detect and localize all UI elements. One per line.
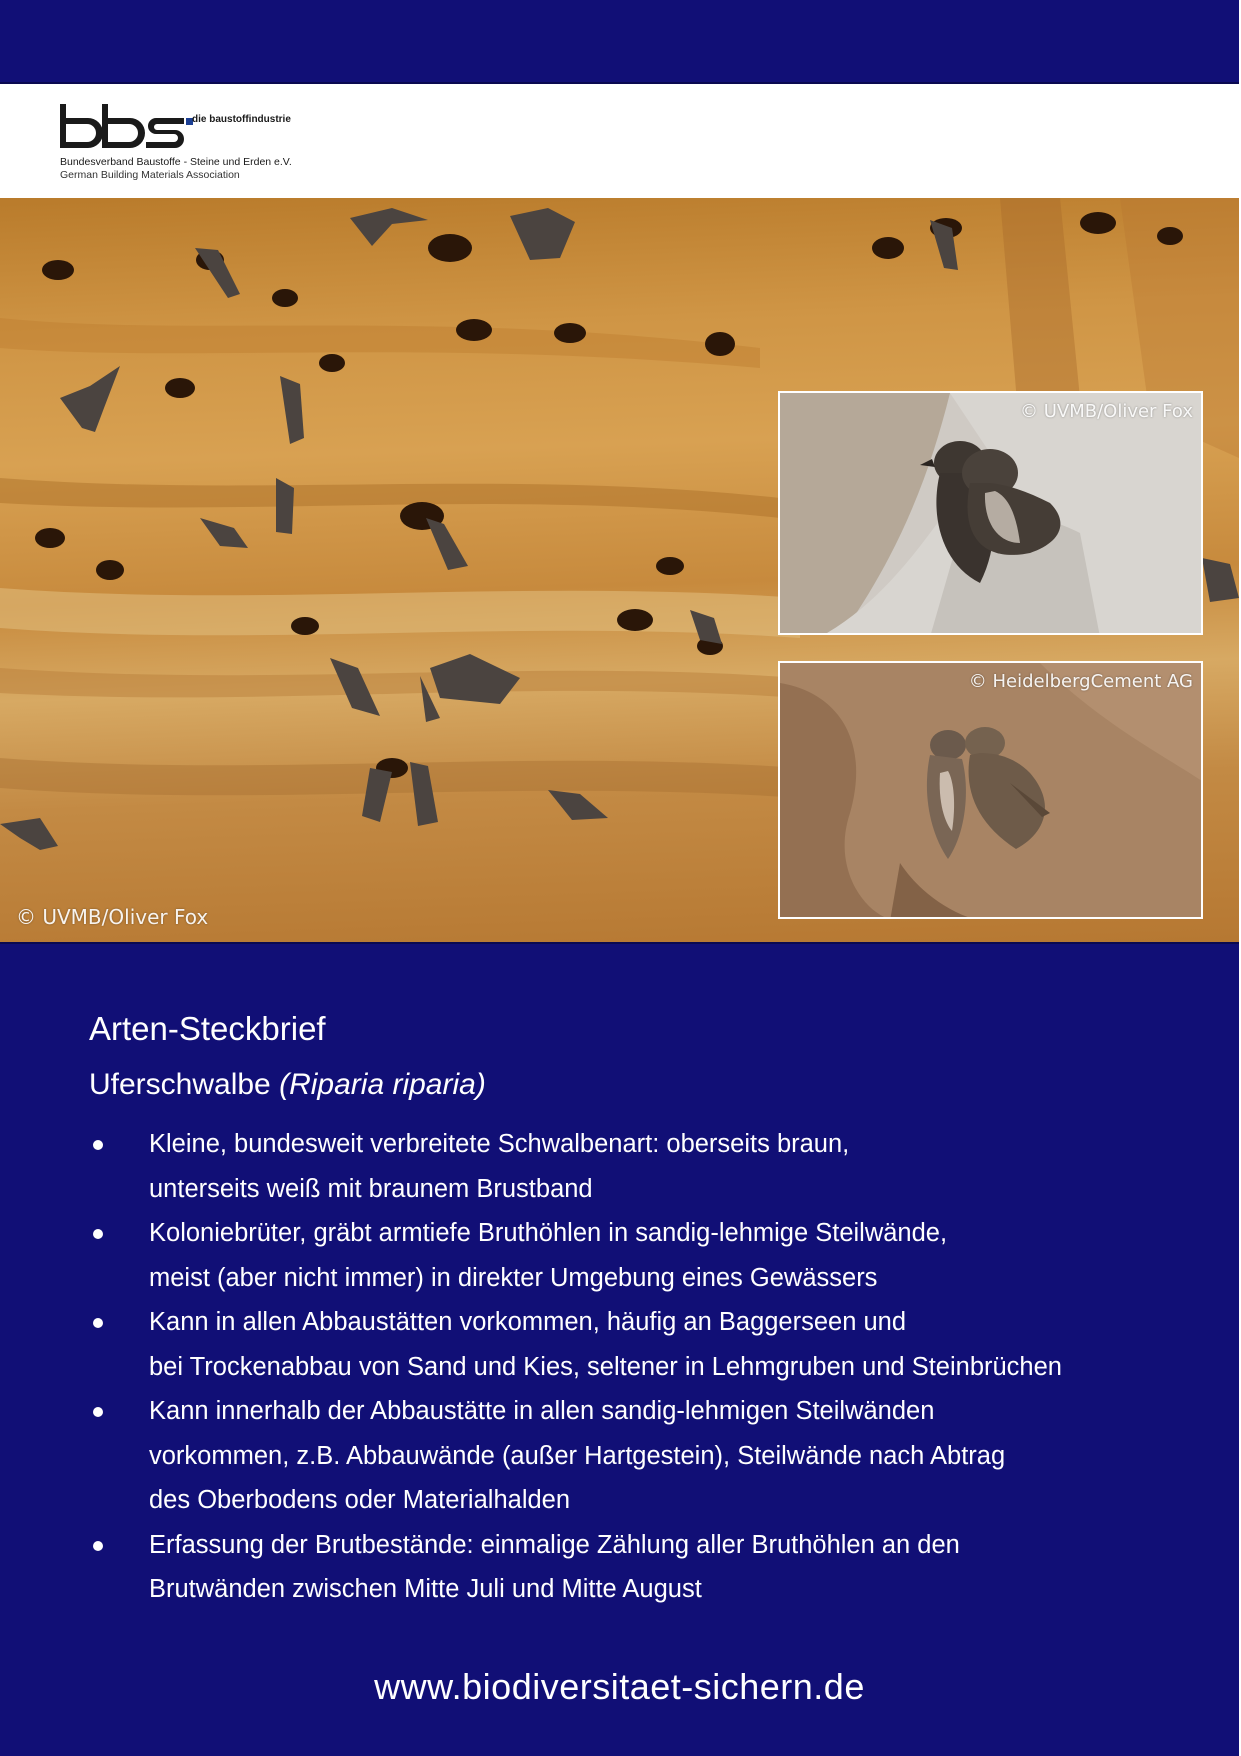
bbs-logo: [58, 104, 328, 184]
bullet-icon: [93, 1140, 103, 1150]
main-photo-sand-martin-colony: [0, 198, 1239, 942]
species-latin-name: (Riparia riparia): [279, 1068, 486, 1101]
logo-org-name-de: Bundesverband Baustoffe - Steine und Erden e.V.: [60, 156, 292, 168]
list-item-line: Brutwänden zwischen Mitte Juli und Mitte August: [149, 1575, 702, 1603]
bullet-icon: [93, 1229, 103, 1239]
inset-top-illustration: [780, 393, 1203, 635]
bullet-icon: [93, 1541, 103, 1551]
species-name: [89, 1068, 486, 1102]
list-item: [89, 1523, 1209, 1612]
list-item-line: Koloniebrüter, gräbt armtiefe Bruthöhlen in sandig-lehmige Steilwände,: [149, 1219, 948, 1247]
website-link[interactable]: www.biodiversitaet-sichern.de: [374, 1666, 865, 1707]
inset-photo-young-swallows: [778, 661, 1203, 919]
bullet-icon: [93, 1318, 103, 1328]
inset-bottom-credit: © HeidelbergCement AG: [968, 671, 1193, 692]
main-photo-credit: © UVMB/Oliver Fox: [16, 905, 209, 929]
list-item-line: des Oberbodens oder Materialhalden: [149, 1486, 571, 1514]
logo-org-name-en: German Building Materials Association: [60, 169, 240, 181]
list-item: [89, 1300, 1209, 1389]
inset-photo-two-swallows: [778, 391, 1203, 635]
list-item-line: meist (aber nicht immer) in direkter Umgebung eines Gewässers: [149, 1263, 878, 1292]
list-item-line: Kann innerhalb der Abbaustätte in allen sandig-lehmigen Steilwänden: [149, 1397, 935, 1425]
list-item-line: Kleine, bundesweit verbreitete Schwalbenart: oberseits braun,: [149, 1130, 850, 1158]
bbs-logo-mark: [58, 104, 198, 152]
list-item-line: Erfassung der Brutbestände: einmalige Zählung aller Bruthöhlen an den: [149, 1530, 960, 1559]
species-common-name: Uferschwalbe: [89, 1068, 271, 1101]
list-item-line: bei Trockenabbau von Sand und Kies, seltener in Lehmgruben und Steinbrüchen: [149, 1352, 1062, 1381]
list-item-line: Kann in allen Abbaustätten vorkommen, häufig an Baggerseen und: [149, 1308, 907, 1336]
inset-top-credit: © UVMB/Oliver Fox: [1020, 401, 1193, 422]
page-title: Arten-Steckbrief: [89, 1010, 326, 1047]
logo-tagline: die baustoffindustrie: [192, 114, 291, 125]
list-item-line: unterseits weiß mit braunem Brustband: [149, 1174, 593, 1203]
inset-bottom-illustration: [780, 663, 1203, 919]
top-color-band: [0, 0, 1239, 84]
species-info-panel: [0, 942, 1239, 1756]
list-item: [89, 1211, 1209, 1300]
list-item: [89, 1389, 1209, 1523]
bullet-icon: [93, 1407, 103, 1417]
list-item: [89, 1122, 1209, 1211]
species-facts-list: [89, 1122, 1209, 1612]
list-item-line: vorkommen, z.B. Abbauwände (außer Hartgestein), Steilwände nach Abtrag: [149, 1441, 1006, 1470]
